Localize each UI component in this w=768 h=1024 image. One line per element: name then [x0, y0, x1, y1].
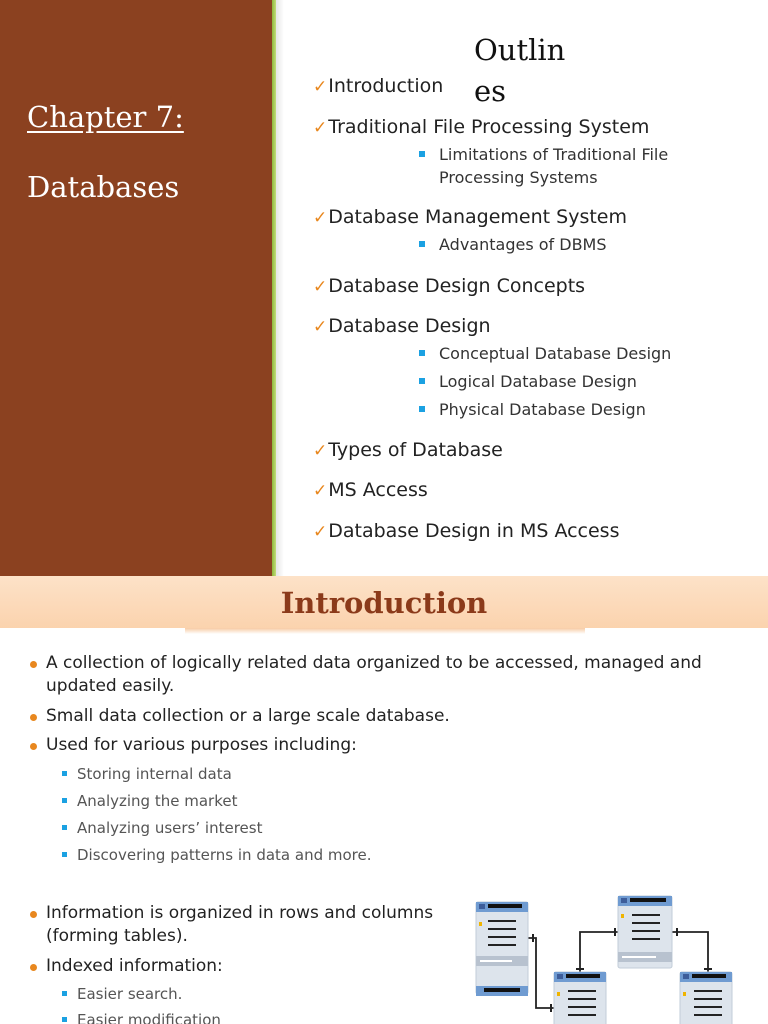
square-bullet-icon — [419, 151, 425, 157]
outline-item-dbms — [313, 206, 627, 229]
sub-bullet-item — [62, 846, 372, 864]
slide-title: Introduction — [280, 586, 488, 620]
title-underline-glow — [185, 628, 585, 634]
square-bullet-icon — [62, 852, 67, 857]
outline-item-design-in-ms-access — [313, 520, 619, 543]
checkmark-icon: ✓ — [313, 441, 328, 461]
sub-bullet-item — [62, 792, 237, 810]
checkmark-icon: ✓ — [313, 118, 328, 138]
bullet-text: Information is organized in rows and columns (forming tables). — [46, 903, 434, 946]
outline-subitem — [419, 398, 719, 421]
outline-subitem-label: Conceptual Database Design — [439, 344, 672, 363]
sub-bullet-text: Discovering patterns in data and more. — [77, 846, 372, 864]
round-bullet-icon — [30, 911, 37, 918]
outline-subitem — [419, 143, 719, 189]
outline-item-label: Database Design in MS Access — [328, 520, 620, 542]
bullet-item — [30, 902, 445, 948]
checkmark-icon: ✓ — [313, 317, 328, 337]
checkmark-icon: ✓ — [313, 277, 328, 297]
checkmark-icon: ✓ — [313, 77, 328, 97]
chapter-panel — [0, 0, 272, 576]
round-bullet-icon — [30, 964, 37, 971]
chapter-subject: Databases — [27, 170, 180, 204]
square-bullet-icon — [419, 241, 425, 247]
square-bullet-icon — [62, 798, 67, 803]
outline-subitem-label: Physical Database Design — [439, 400, 646, 419]
outline-item-design-concepts — [313, 275, 585, 298]
square-bullet-icon — [419, 378, 425, 384]
bullet-text: Indexed information: — [46, 956, 223, 976]
outline-subitem — [419, 233, 719, 256]
database-tables-relationship-icon — [470, 894, 740, 1024]
round-bullet-icon — [30, 743, 37, 750]
sub-bullet-text: Analyzing the market — [77, 792, 238, 810]
square-bullet-icon — [419, 350, 425, 356]
bullet-text: A collection of logically related data organized to be accessed, managed and updated easily. — [46, 653, 702, 696]
outline-item-label: Traditional File Processing System — [328, 116, 650, 138]
outline-item-label: Database Design — [328, 315, 491, 337]
outline-title: Outlines — [474, 33, 566, 108]
square-bullet-icon — [62, 825, 67, 830]
outline-subitem-label: Logical Database Design — [439, 372, 637, 391]
bullet-text: Used for various purposes including: — [46, 735, 357, 755]
outline-item-label: Database Management System — [328, 206, 627, 228]
outline-subitem-label: Limitations of Traditional File Processing Systems — [439, 145, 669, 187]
sub-bullet-text: Analyzing users’ interest — [77, 819, 263, 837]
square-bullet-icon — [62, 771, 67, 776]
checkmark-icon: ✓ — [313, 522, 328, 542]
chapter-number: Chapter 7: — [27, 100, 184, 134]
round-bullet-icon — [30, 661, 37, 668]
outline-item-label: Introduction — [328, 75, 444, 97]
outline-item-database-design — [313, 315, 491, 338]
outline-item-label: Database Design Concepts — [328, 275, 586, 297]
sub-bullet-text: Easier modification — [77, 1011, 221, 1024]
bullet-text: Small data collection or a large scale database. — [46, 706, 450, 726]
introduction-slide — [0, 576, 768, 1024]
checkmark-icon: ✓ — [313, 208, 328, 228]
square-bullet-icon — [62, 991, 67, 996]
sub-bullet-item — [62, 765, 232, 783]
outline-item-traditional-file-processing — [313, 116, 649, 139]
sub-bullet-item — [62, 1011, 221, 1024]
square-bullet-icon — [62, 1017, 67, 1022]
outline-item-label: MS Access — [328, 479, 428, 501]
bullet-item — [30, 734, 730, 757]
outline-item-label: Types of Database — [328, 439, 503, 461]
outline-subitem — [419, 370, 719, 393]
outline-item-introduction — [313, 75, 443, 98]
bullet-item — [30, 955, 445, 978]
table-card-icon — [476, 902, 528, 996]
outline-item-types-of-database — [313, 439, 503, 462]
outline-item-ms-access — [313, 479, 428, 502]
bullet-item — [30, 652, 730, 698]
sub-bullet-text: Easier search. — [77, 985, 183, 1003]
checkmark-icon: ✓ — [313, 481, 328, 501]
sub-bullet-item — [62, 985, 182, 1003]
outline-subitem — [419, 342, 719, 365]
bullet-item — [30, 705, 730, 728]
panel-shadow — [276, 0, 284, 576]
sub-bullet-item — [62, 819, 262, 837]
outline-subitem-label: Advantages of DBMS — [439, 235, 607, 254]
round-bullet-icon — [30, 714, 37, 721]
square-bullet-icon — [419, 406, 425, 412]
sub-bullet-text: Storing internal data — [77, 765, 232, 783]
